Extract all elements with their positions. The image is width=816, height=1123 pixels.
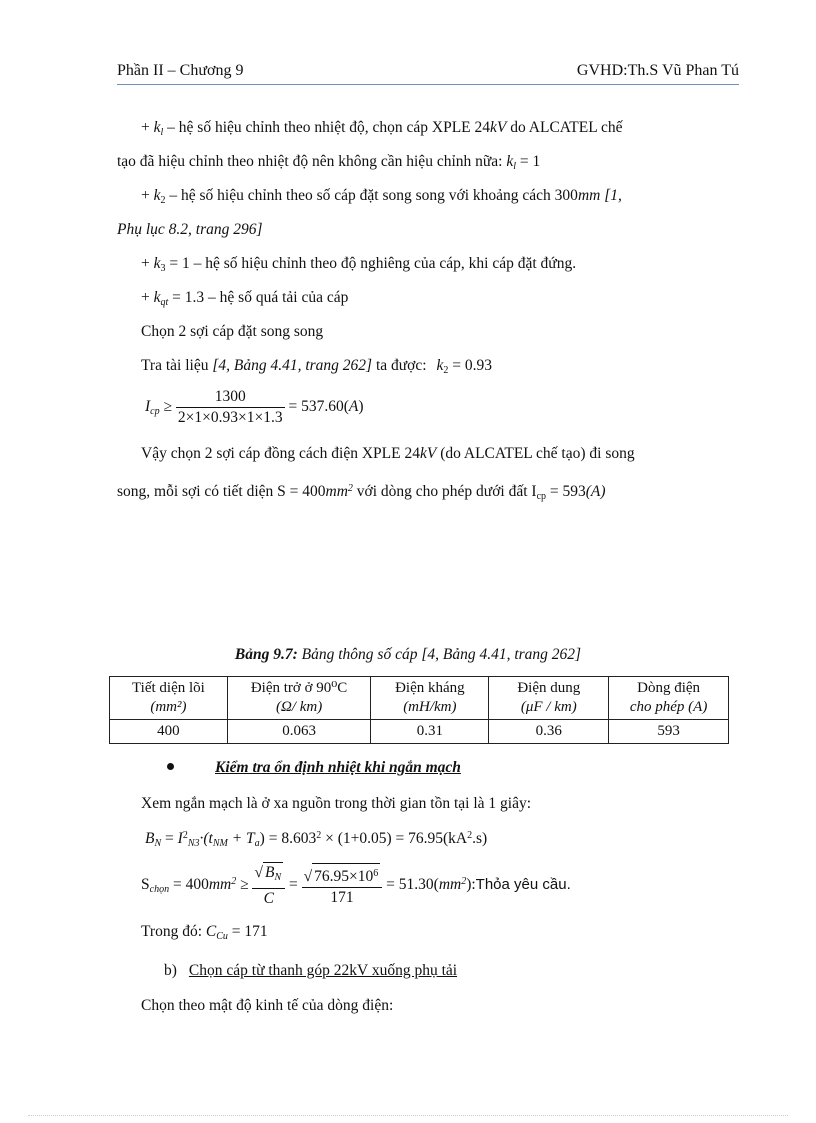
cable-parameters-table bbox=[109, 676, 729, 744]
table-header-cell: Dòng điện cho phép (A) bbox=[609, 677, 729, 720]
paragraph-conclusion-line1: Vậy chọn 2 sợi cáp đồng cách điện XPLE 24kV (do ALCATEL chế tạo) đi song bbox=[141, 445, 635, 462]
paragraph-k2-line2: Phụ lục 8.2, trang 296] bbox=[117, 221, 263, 238]
paragraph-choose-two: Chọn 2 sợi cáp đặt song song bbox=[141, 323, 324, 340]
table-cell: 0.31 bbox=[371, 720, 489, 744]
footer-divider bbox=[28, 1115, 788, 1116]
formula-fraction-value: $\frac{√ 76.95\times 10^6}{171}$ bbox=[302, 863, 383, 908]
paragraph-economic-density: Chọn theo mật độ kinh tế của dòng điện: bbox=[141, 997, 394, 1014]
table-caption: Bảng 9.7: Bảng thông số cáp [4, Bảng 4.41, trang 262] bbox=[234, 646, 582, 663]
paragraph-kqt: + $k_{qt} = 1.3$ – hệ số quá tải của cáp bbox=[141, 289, 349, 308]
table-row bbox=[110, 720, 729, 744]
table-cell: 593 bbox=[609, 720, 729, 744]
table-header-row bbox=[110, 677, 729, 720]
header-chapter: Phần II – Chương 9 bbox=[117, 62, 244, 79]
formula-icp: $I_{cp}$ ≥ $\frac{1300}{2\times 1\times 0.93\times 1\times 1.3}$ = 537.60(A) bbox=[145, 388, 364, 426]
table-header-cell: Điện dung (μF / km) bbox=[489, 677, 609, 720]
table-cell: 0.36 bbox=[489, 720, 609, 744]
paragraph-k1-line2: tạo đã hiệu chỉnh theo nhiệt độ nên không cần hiệu chỉnh nữa: $k_l = 1$ bbox=[117, 153, 541, 172]
formula-s-chon: $S_{chọn} = 400mm^2$ ≥ $\frac{√ B_N}{C}$ = $\frac{√ 76.95\times 10^6}{171}$ = $51.30(mm^2):Thỏa$ yêu cầu. bbox=[141, 864, 571, 907]
formula-icp-fraction: $\frac{1300}{2\times 1\times 0.93\times 1\times 1.3}$ bbox=[177, 388, 283, 426]
formula-bn: $B_N = I^2_{N3}\cdot(t_{NM} + T_a) = 8.603^2 \times (1+0.05) = 76.95(kA^2.s)$ bbox=[145, 830, 488, 849]
table-header-cell: Điện trở ở 90⁰C (Ω/ km) bbox=[227, 677, 370, 720]
page-header bbox=[117, 62, 739, 85]
paragraph-short-circuit: Xem ngắn mạch là ở xa nguồn trong thời gian tồn tại là 1 giây: bbox=[141, 795, 532, 812]
paragraph-where: Trong đó: $C_{Cu} = 171$ bbox=[141, 923, 268, 942]
header-instructor: GVHD:Th.S Vũ Phan Tú bbox=[576, 62, 739, 79]
table-cell: 0.063 bbox=[227, 720, 370, 744]
paragraph-k2-line1: + $k_2$ – hệ số hiệu chỉnh theo số cáp đặt song song với khoảng cách 300mm [1, bbox=[141, 187, 622, 206]
subsection-b: b) Chọn cáp từ thanh góp 22kV xuống phụ tải bbox=[164, 962, 458, 979]
paragraph-k1-line1: + $k_l$ – hệ số hiệu chỉnh theo nhiệt độ, chọn cáp XPLE 24kV do ALCATEL chế bbox=[141, 119, 623, 138]
paragraph-lookup: Tra tài liệu [4, Bảng 4.41, trang 262] ta được: $k_2 = 0.93$ bbox=[141, 357, 492, 376]
section-title: Kiểm tra ổn định nhiệt khi ngắn mạch bbox=[215, 759, 461, 776]
table-cell: 400 bbox=[110, 720, 228, 744]
table-header-cell: Điện kháng (mH/km) bbox=[371, 677, 489, 720]
paragraph-k3: + $k_3 = 1$ – hệ số hiệu chỉnh theo độ nghiêng của cáp, khi cáp đặt đứng. bbox=[141, 255, 577, 274]
table-header-cell: Tiết diện lõi (mm²) bbox=[110, 677, 228, 720]
formula-fraction-bn-c: $\frac{√ B_N}{C}$ bbox=[252, 862, 285, 909]
paragraph-conclusion-line2: song, mỗi sợi có tiết diện $S = 400mm^2$ với dòng cho phép dưới đất $I_{cp} = 593(A)$ bbox=[117, 483, 606, 502]
bullet-icon bbox=[167, 763, 174, 770]
